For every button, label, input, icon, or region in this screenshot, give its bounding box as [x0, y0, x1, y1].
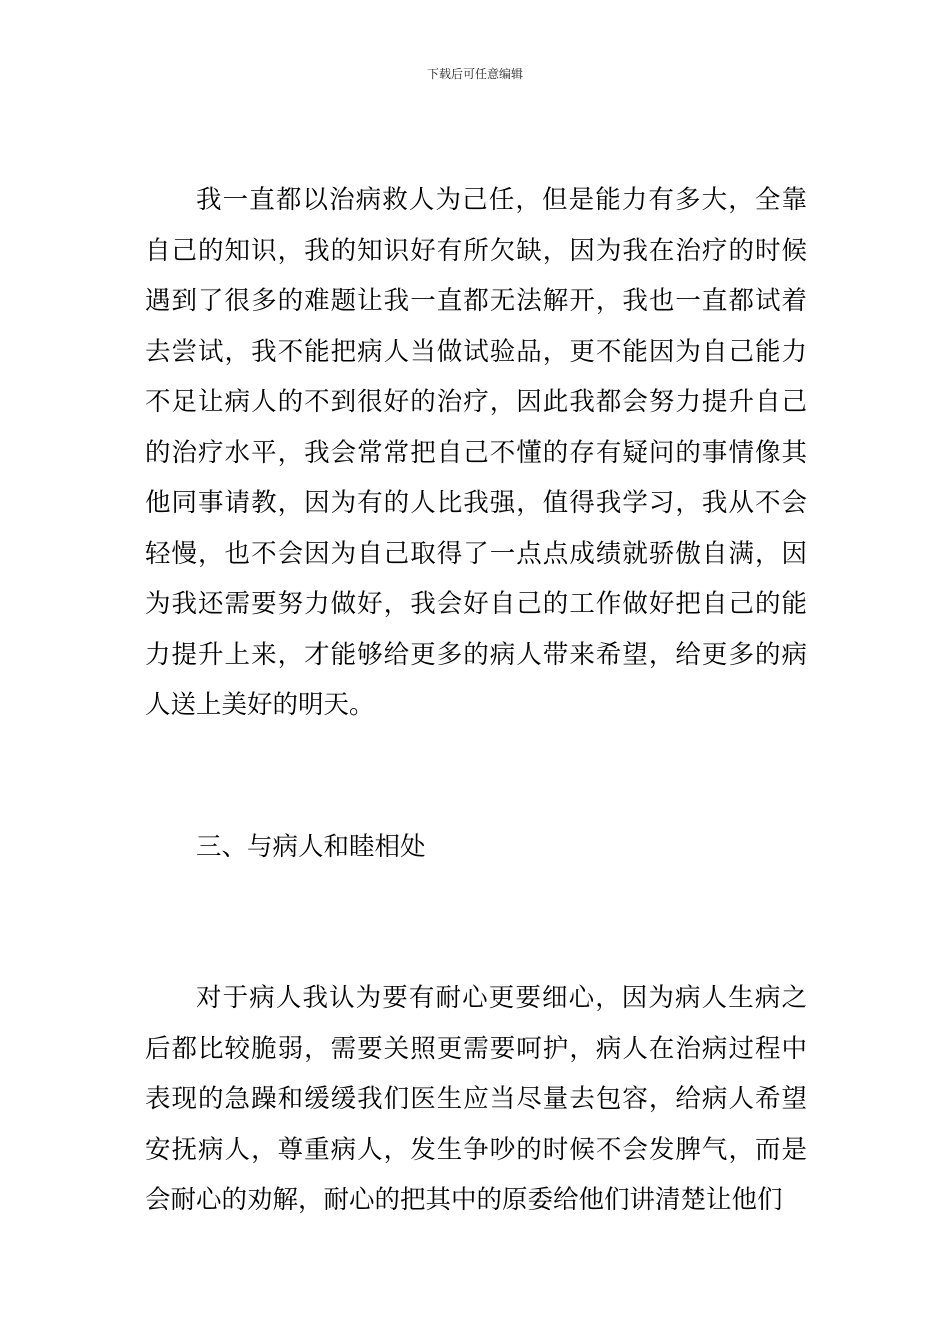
page-header-note: 下载后可任意编辑 — [426, 67, 523, 81]
body-paragraph-1: 我一直都以治病救人为己任，但是能力有多大，全靠自己的知识，我的知识好有所欠缺，因为我在治疗的时候遇到了很多的难题让我一直都无法解开，我也一直都试着去尝试，我不能把病人当做试验品，更不能因为自己能力不足让病人的不到很好的治疗，因此我都会努力提升自己的治疗水平，我会常常把自己不懂的存有疑问的事情像其他同事请教，因为有的人比我强，值得我学习，我从不会轻慢，也不会因为自己取得了一点点成绩就骄傲自满，因为我还需要努力做好，我会好自己的工作做好把自己的能力提升上来，才能够给更多的病人带来希望，给更多的病人送上美好的明天。 — [145, 185, 807, 720]
body-paragraph-2: 对于病人我认为要有耐心更要细心，因为病人生病之后都比较脆弱，需要关照更需要呵护，病人在治病过程中表现的急躁和缓缓我们医生应当尽量去包容，给病人希望安抚病人，尊重病人，发生争吵的时候不会发脾气，而是会耐心的劝解，耐心的把其中的原委给他们讲清楚让他们 — [145, 983, 807, 1215]
section-heading: 三、与病人和睦相处 — [196, 832, 426, 862]
